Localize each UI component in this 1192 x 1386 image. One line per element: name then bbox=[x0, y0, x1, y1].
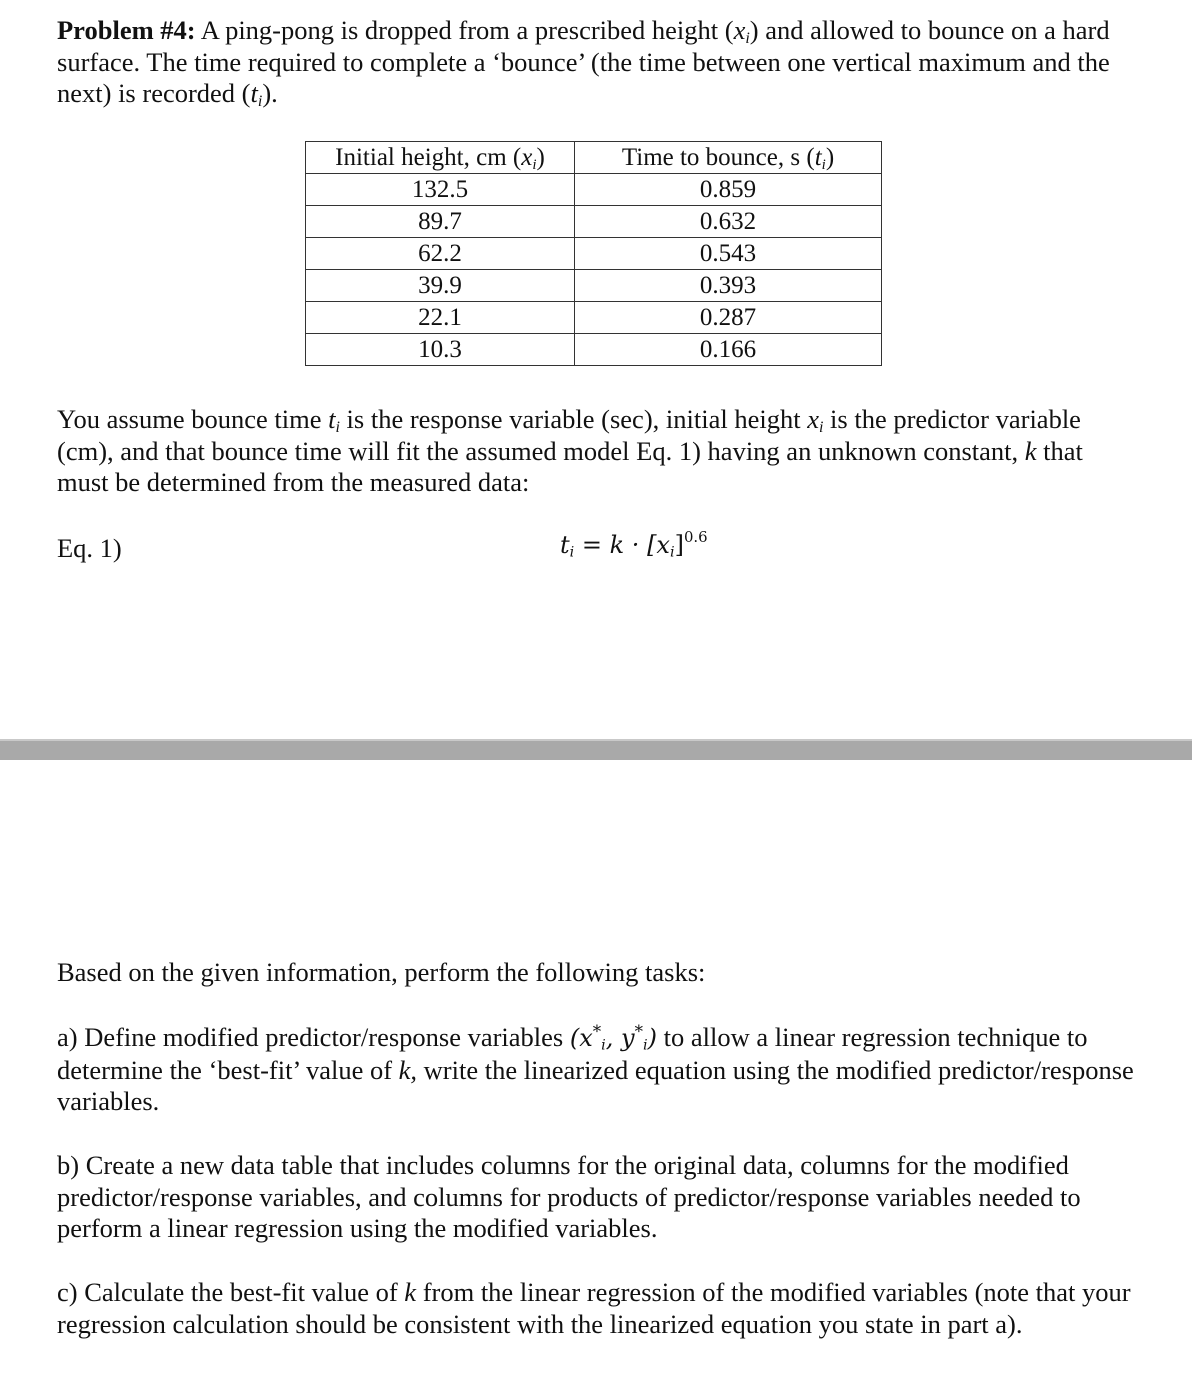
header-time-to-bounce: Time to bounce, s $(t_i)$ bbox=[575, 142, 882, 174]
table-row bbox=[306, 302, 882, 334]
problem-heading: Problem #4: bbox=[57, 15, 196, 45]
time-cell: 0.543 bbox=[575, 238, 882, 270]
table-row bbox=[306, 206, 882, 238]
page-divider bbox=[0, 739, 1192, 760]
table-header-row bbox=[306, 142, 882, 174]
table-row bbox=[306, 238, 882, 270]
task-b: b) Create a new data table that includes columns for the original data, columns for the modified predictor/response variables, and columns for products of predictor/response variables needed to perform a linear regression using the modified variables. bbox=[57, 1150, 1081, 1243]
tasks-intro: Based on the given information, perform the following tasks: bbox=[57, 957, 706, 987]
equation-label: Eq. 1) bbox=[57, 533, 122, 563]
problem-statement: Problem #4: A ping-pong is dropped from a prescribed height $(x_i)$ and allowed to bounce on a hard surface. The time required to complete a ‘bounce’ (the time between one vertical maximum and the next) is recorded $(t_i)$. bbox=[57, 15, 1110, 110]
table-row bbox=[306, 174, 882, 206]
height-cell: 62.2 bbox=[306, 238, 575, 270]
height-cell: 22.1 bbox=[306, 302, 575, 334]
time-cell: 0.859 bbox=[575, 174, 882, 206]
data-table-wrapper bbox=[305, 141, 882, 366]
time-cell: 0.393 bbox=[575, 270, 882, 302]
header-initial-height: Initial height, cm $(x_i)$ bbox=[306, 142, 575, 174]
time-cell: 0.166 bbox=[575, 334, 882, 366]
modified-variables-math: ($x^*_i$, $y^*_i$) bbox=[569, 1020, 657, 1054]
task-c: c) Calculate the best-fit value of k from the linear regression of the modified variables (note that your regression calculation should be consistent with the linearized equation you state in part a). bbox=[57, 1277, 1131, 1339]
height-cell: 132.5 bbox=[306, 174, 575, 206]
table-row bbox=[306, 334, 882, 366]
time-cell: 0.632 bbox=[575, 206, 882, 238]
data-table bbox=[305, 141, 882, 366]
equation-formula: $t_i = k \cdot [x_i]^{0.6}$ bbox=[560, 527, 708, 561]
height-cell: 10.3 bbox=[306, 334, 575, 366]
height-cell: 89.7 bbox=[306, 206, 575, 238]
height-cell: 39.9 bbox=[306, 270, 575, 302]
model-assumption: You assume bounce time $t_i$ is the response variable (sec), initial height $x_i$ is the predictor variable (cm), and that bounce time will fit the assumed model Eq. 1) having an unknown constant, k that must be determined from the measured data: bbox=[57, 404, 1083, 497]
task-a: a) Define modified predictor/response variables ($x^*_i$, $y^*_i$) to allow a linear regression technique to determine the ‘best-fit’ value of k, write the linearized equation using the modified predictor/response variables. bbox=[57, 1020, 1134, 1116]
time-cell: 0.287 bbox=[575, 302, 882, 334]
table-row bbox=[306, 270, 882, 302]
